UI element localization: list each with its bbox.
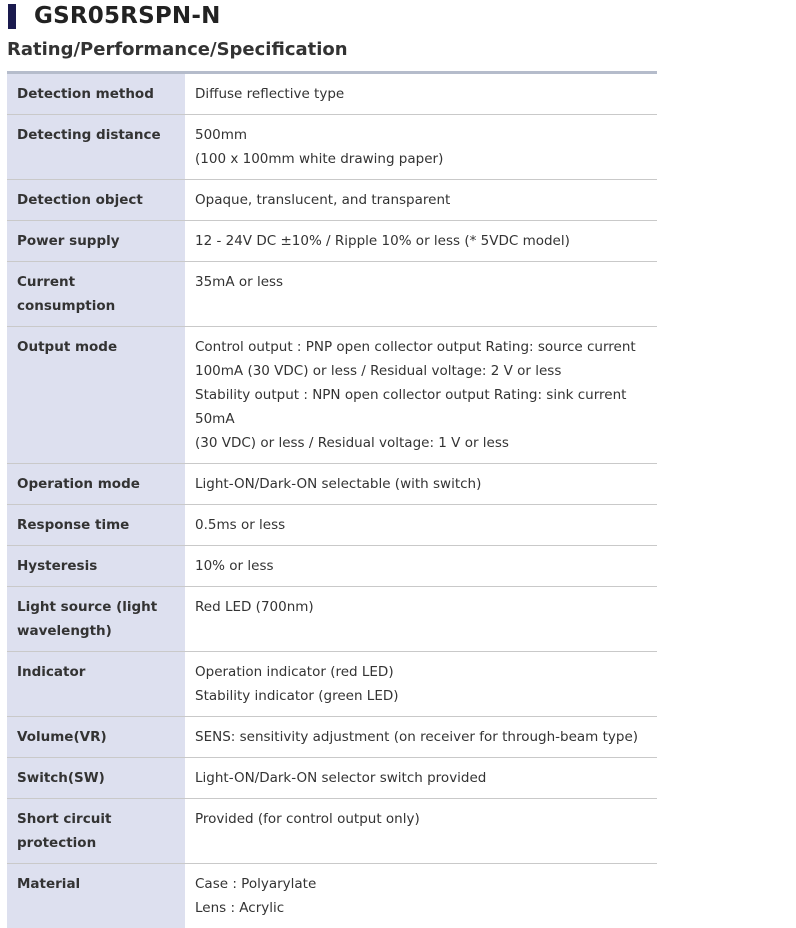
spec-value-line: 500mm: [195, 123, 647, 147]
spec-value: [185, 74, 657, 115]
spec-value: [185, 717, 657, 758]
spec-value-line: Stability indicator (green LED): [195, 684, 647, 708]
spec-label: Detecting distance: [7, 115, 185, 180]
spec-row: [7, 74, 657, 115]
spec-value: [185, 115, 657, 180]
spec-value-line: 35mA or less: [195, 270, 647, 294]
spec-row: [7, 799, 657, 864]
spec-row: [7, 464, 657, 505]
spec-label: Output mode: [7, 327, 185, 464]
spec-label: Detection method: [7, 74, 185, 115]
spec-value: [185, 587, 657, 652]
spec-value: [185, 180, 657, 221]
spec-value-line: Opaque, translucent, and transparent: [195, 188, 647, 212]
spec-value-line: Diffuse reflective type: [195, 82, 647, 106]
section-title: Rating/Performance/Specification: [7, 38, 348, 62]
spec-value-line: Stability output : NPN open collector output Rating: sink current 50mA: [195, 383, 647, 431]
spec-label: Switch(SW): [7, 758, 185, 799]
spec-value-line: Control output : PNP open collector output Rating: source current: [195, 335, 647, 359]
spec-value-line: SENS: sensitivity adjustment (on receiver for through-beam type): [195, 725, 647, 749]
spec-label: Current consumption: [7, 262, 185, 327]
product-heading: [8, 2, 221, 30]
spec-value-line: Light-ON/Dark-ON selector switch provided: [195, 766, 647, 790]
spec-row: [7, 864, 657, 928]
spec-value-line: (100 x 100mm white drawing paper): [195, 147, 647, 171]
spec-value: [185, 262, 657, 327]
spec-row: [7, 587, 657, 652]
spec-label: Operation mode: [7, 464, 185, 505]
spec-value-line: (30 VDC) or less / Residual voltage: 1 V or less: [195, 431, 647, 455]
spec-row: [7, 546, 657, 587]
spec-row: [7, 505, 657, 546]
spec-label: Material: [7, 864, 185, 928]
spec-row: [7, 180, 657, 221]
spec-label: Power supply: [7, 221, 185, 262]
spec-row: [7, 327, 657, 464]
spec-value-line: 10% or less: [195, 554, 647, 578]
spec-row: [7, 262, 657, 327]
spec-value: [185, 505, 657, 546]
spec-table-body: [7, 74, 657, 928]
spec-value-line: Lens : Acrylic: [195, 896, 647, 920]
spec-row: [7, 758, 657, 799]
spec-label: Light source (light wavelength): [7, 587, 185, 652]
spec-label: Indicator: [7, 652, 185, 717]
spec-value-line: Red LED (700nm): [195, 595, 647, 619]
spec-value: [185, 652, 657, 717]
spec-value-line: Light-ON/Dark-ON selectable (with switch): [195, 472, 647, 496]
spec-value-line: 12 - 24V DC ±10% / Ripple 10% or less (* 5VDC model): [195, 229, 647, 253]
spec-row: [7, 652, 657, 717]
spec-table: [7, 74, 657, 928]
spec-value-line: Provided (for control output only): [195, 807, 647, 831]
spec-label: Short circuit protection: [7, 799, 185, 864]
spec-value: [185, 758, 657, 799]
spec-value-line: Case : Polyarylate: [195, 872, 647, 896]
spec-value: [185, 464, 657, 505]
spec-row: [7, 115, 657, 180]
spec-row: [7, 221, 657, 262]
spec-value: [185, 546, 657, 587]
spec-label: Response time: [7, 505, 185, 546]
spec-label: Detection object: [7, 180, 185, 221]
spec-label: Hysteresis: [7, 546, 185, 587]
spec-value-line: Operation indicator (red LED): [195, 660, 647, 684]
spec-value-line: 100mA (30 VDC) or less / Residual voltage: 2 V or less: [195, 359, 647, 383]
spec-value: [185, 327, 657, 464]
spec-value-line: 0.5ms or less: [195, 513, 647, 537]
spec-row: [7, 717, 657, 758]
spec-value: [185, 221, 657, 262]
product-title: GSR05RSPN-N: [34, 3, 221, 29]
heading-accent-bar: [8, 4, 16, 29]
spec-value: [185, 799, 657, 864]
spec-label: Volume(VR): [7, 717, 185, 758]
spec-value: [185, 864, 657, 928]
